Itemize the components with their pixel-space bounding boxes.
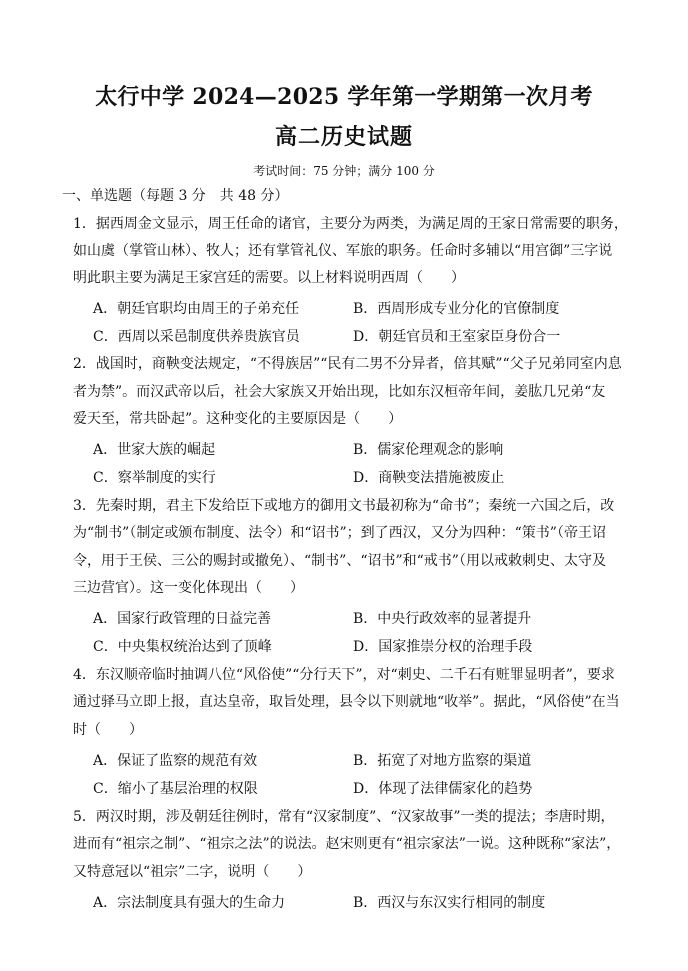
question-4-option-a: A．保证了监察的规范有效 [93, 753, 258, 769]
question-1-option-b: B．西周形成专业分化的官僚制度 [353, 301, 560, 317]
question-3-line-1: 3．先秦时期，君主下发给臣下或地方的御用文书最初称为“命书”；秦统一六国之后，改 [73, 498, 615, 514]
question-3-option-c: C．中央集权统治达到了顶峰 [93, 639, 272, 655]
question-3-line-3: 令，用于王侯、三公的赐封或撤免）、“制书”、“诏书”和“戒书”（用以戒敕刺史、太守及 [73, 553, 606, 569]
question-4-option-d: D．体现了法律儒家化的趋势 [353, 781, 533, 797]
question-1-option-a: A．朝廷官职均由周王的子弟充任 [93, 301, 300, 317]
question-2-line-2: 者为禁”。而汉武帝以后，社会大家族又开始出现，比如东汉桓帝年间，姜肱几兄弟“友 [73, 384, 606, 400]
question-3-line-2: 为“制书”（制定或颁布制度、法令）和“诏书”；到了西汉，又分为四种：“策书”（帝王诏 [73, 525, 606, 541]
question-4-option-c: C．缩小了基层治理的权限 [93, 781, 258, 797]
question-5-line-1: 5．两汉时期，涉及朝廷往例时，常有“汉家制度”、“汉家故事”一类的提法；李唐时期， [73, 809, 615, 825]
question-5-option-a: A．宗法制度具有强大的生命力 [93, 895, 286, 911]
question-1-line-1: 1．据西周金文显示，周王任命的诸官，主要分为两类，为满足周的王家日常需要的职务， [73, 216, 628, 232]
exam-title: 太行中学 2024—2025 学年第一学期第一次月考 [95, 84, 593, 110]
question-3-line-4: 三边营官）。这一变化体现出（ ） [73, 580, 304, 596]
exam-subtitle: 高二历史试题 [274, 124, 413, 150]
question-4-line-3: 时（ ） [73, 722, 143, 738]
question-4-line-2: 通过驿马立即上报，直达皇帝，取旨处理，县令以下则就地“收举”。据此，“风俗使”在当 [73, 694, 620, 710]
section-heading: 一、单选题（每题 3 分 共 48 分） [62, 188, 289, 204]
question-2-option-b: B．儒家伦理观念的影响 [353, 442, 504, 458]
question-5-line-3: 又特意冠以“祖宗”二字，说明（ ） [73, 864, 312, 880]
question-2-option-c: C．察举制度的实行 [93, 470, 216, 486]
question-1-option-c: C．西周以采邑制度供养贵族官员 [93, 329, 300, 345]
question-4-line-1: 4．东汉顺帝临时抽调八位“风俗使”“分行天下”，对“刺史、二千石有赃罪显明者”，要求 [73, 667, 615, 683]
question-4-option-b: B．拓宽了对地方监察的渠道 [353, 753, 532, 769]
question-5-line-2: 进而有“祖宗之制”、“祖宗之法”的说法。赵宋则更有“祖宗家法”一说。这种既称“家法”， [73, 836, 621, 852]
exam-info: 考试时间：75 分钟；满分 100 分 [253, 164, 435, 178]
question-5-option-b: B．西汉与东汉实行相同的制度 [353, 895, 546, 911]
question-2-line-3: 爱天至，常共卧起”。这种变化的主要原因是（ ） [73, 411, 403, 427]
question-1-line-2: 如山虞（掌管山林）、牧人；还有掌管礼仪、军旅的职务。任命时多辅以“用宫御”三字说 [73, 243, 613, 259]
question-3-option-d: D．国家推崇分权的治理手段 [353, 639, 533, 655]
question-3-option-b: B．中央行政效率的显著提升 [353, 611, 532, 627]
question-2-option-a: A．世家大族的崛起 [93, 442, 216, 458]
question-1-option-d: D．朝廷官员和王室家臣身份合一 [353, 329, 561, 345]
question-1-line-3: 明此职主要为满足王家宫廷的需要。以上材料说明西周（ ） [73, 270, 465, 286]
question-3-option-a: A．国家行政管理的日益完善 [93, 611, 272, 627]
question-2-line-1: 2．战国时，商鞅变法规定，“不得族居”“民有二男不分异者，倍其赋”“父子兄弟同室内息 [73, 356, 622, 372]
question-2-option-d: D．商鞅变法措施被废止 [353, 470, 505, 486]
